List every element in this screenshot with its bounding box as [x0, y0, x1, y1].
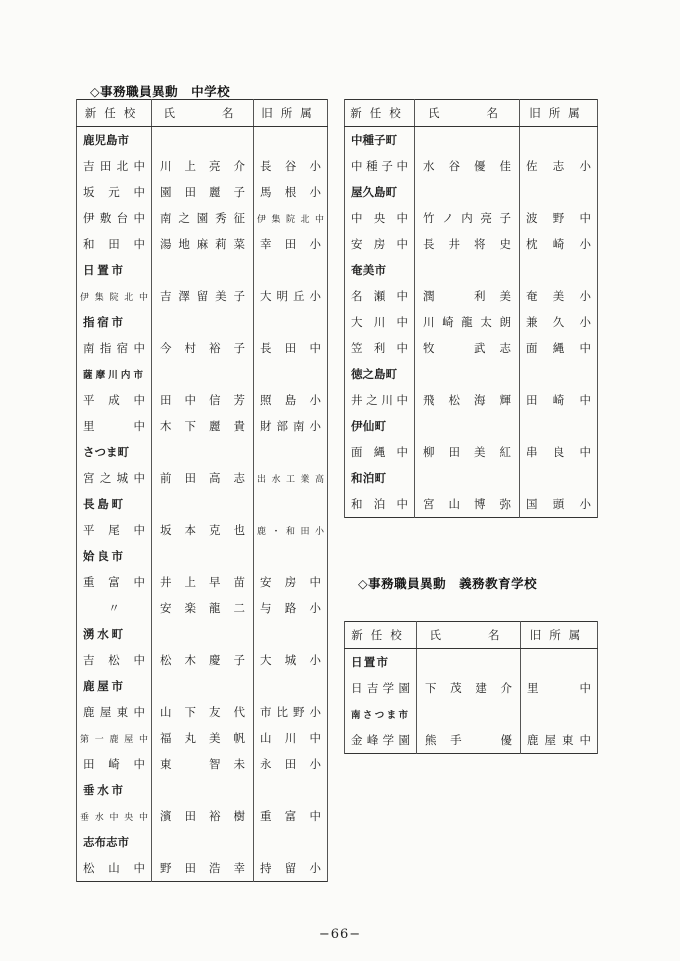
empty-cell: [254, 829, 328, 855]
section-heading-junior-high: ◇事務職員異動 中学校: [90, 84, 231, 99]
new-school-cell: 鹿屋東中: [77, 699, 152, 725]
name-cell: 吉澤留美子: [152, 283, 254, 309]
table-row: [345, 283, 598, 309]
empty-cell: [520, 361, 598, 387]
new-school-cell: 坂元中: [77, 179, 152, 205]
municipality-label: 志布志市: [77, 829, 152, 855]
empty-cell: [520, 127, 598, 154]
table-row: [77, 231, 328, 257]
empty-cell: [254, 361, 328, 387]
table-row: [345, 335, 598, 361]
name-cell: 長井将史: [415, 231, 520, 257]
new-school-cell: 平尾中: [77, 517, 152, 543]
municipality-label: 長島町: [77, 491, 152, 517]
table-row: [345, 727, 598, 754]
empty-cell: [415, 179, 520, 205]
table-row: [345, 231, 598, 257]
empty-cell: [152, 829, 254, 855]
previous-post-cell: 串良中: [520, 439, 598, 465]
name-cell: 園田麗子: [152, 179, 254, 205]
empty-cell: [152, 361, 254, 387]
previous-post-cell: 与路小: [254, 595, 328, 621]
header-previous: 旧所属: [520, 100, 598, 127]
municipality-label: 姶良市: [77, 543, 152, 569]
name-cell: 川崎龍太朗: [415, 309, 520, 335]
previous-post-cell: 枕崎小: [520, 231, 598, 257]
empty-cell: [254, 257, 328, 283]
new-school-cell: 第一鹿屋中: [77, 725, 152, 751]
empty-cell: [152, 543, 254, 569]
new-school-cell: 名瀬中: [345, 283, 415, 309]
municipality-label: 伊仙町: [345, 413, 415, 439]
empty-cell: [254, 621, 328, 647]
municipality-row: [77, 621, 328, 647]
table-header-row: [345, 100, 598, 127]
previous-post-cell: 長田中: [254, 335, 328, 361]
header-new-school: 新任校: [77, 100, 152, 127]
table-row: [77, 205, 328, 231]
transfer-table-compulsory: [344, 621, 598, 754]
name-cell: 飛松海輝: [415, 387, 520, 413]
municipality-row: [345, 701, 598, 727]
municipality-row: [77, 309, 328, 335]
name-cell: 竹ノ内亮子: [415, 205, 520, 231]
table-row: [77, 153, 328, 179]
empty-cell: [415, 465, 520, 491]
name-cell: 川上亮介: [152, 153, 254, 179]
empty-cell: [254, 309, 328, 335]
table-row: [345, 675, 598, 701]
name-cell: 湯地麻莉菜: [152, 231, 254, 257]
new-school-cell: 平成中: [77, 387, 152, 413]
previous-post-cell: 持留小: [254, 855, 328, 882]
new-school-cell: 笠利中: [345, 335, 415, 361]
empty-cell: [417, 649, 521, 676]
new-school-cell: 里中: [77, 413, 152, 439]
previous-post-cell: 永田小: [254, 751, 328, 777]
municipality-row: [77, 543, 328, 569]
previous-post-cell: 市比野小: [254, 699, 328, 725]
name-cell: 柳田美紅: [415, 439, 520, 465]
empty-cell: [415, 127, 520, 154]
municipality-row: [345, 465, 598, 491]
empty-cell: [415, 361, 520, 387]
name-cell: 東 智未: [152, 751, 254, 777]
municipality-row: [77, 361, 328, 387]
previous-post-cell: 長谷小: [254, 153, 328, 179]
previous-post-cell: 大城小: [254, 647, 328, 673]
previous-post-cell: 照島小: [254, 387, 328, 413]
section-heading-compulsory: ◇事務職員異動 義務教育学校: [358, 576, 538, 591]
empty-cell: [152, 777, 254, 803]
previous-post-cell: 鹿屋東中: [521, 727, 598, 754]
name-cell: 熊手 優: [417, 727, 521, 754]
municipality-row: [77, 673, 328, 699]
municipality-row: [77, 127, 328, 154]
previous-post-cell: 奄美小: [520, 283, 598, 309]
table-row: [345, 387, 598, 413]
table-row: [77, 803, 328, 829]
table-header-row: [77, 100, 328, 127]
new-school-cell: 重富中: [77, 569, 152, 595]
empty-cell: [521, 701, 598, 727]
table-row: [77, 387, 328, 413]
municipality-label: 徳之島町: [345, 361, 415, 387]
new-school-cell: 安房中: [345, 231, 415, 257]
table-row: [77, 725, 328, 751]
table-row: [77, 569, 328, 595]
municipality-label: 鹿屋市: [77, 673, 152, 699]
name-cell: 福丸美帆: [152, 725, 254, 751]
name-cell: 水谷優佳: [415, 153, 520, 179]
empty-cell: [520, 257, 598, 283]
previous-post-cell: 重富中: [254, 803, 328, 829]
municipality-label: 奄美市: [345, 257, 415, 283]
municipality-row: [345, 179, 598, 205]
table-row: [77, 595, 328, 621]
new-school-cell: 金峰学園: [345, 727, 417, 754]
municipality-row: [77, 439, 328, 465]
table-row: [77, 465, 328, 491]
empty-cell: [254, 777, 328, 803]
empty-cell: [520, 179, 598, 205]
new-school-cell: 和泊中: [345, 491, 415, 518]
header-name: 氏 名: [417, 622, 521, 649]
municipality-label: さつま町: [77, 439, 152, 465]
table-row: [345, 153, 598, 179]
empty-cell: [254, 673, 328, 699]
table-header-row: [345, 622, 598, 649]
empty-cell: [254, 127, 328, 154]
new-school-cell: 伊集院北中: [77, 283, 152, 309]
empty-cell: [521, 649, 598, 676]
name-cell: 坂本克也: [152, 517, 254, 543]
header-name: 氏 名: [152, 100, 254, 127]
municipality-label: 和泊町: [345, 465, 415, 491]
previous-post-cell: 安房中: [254, 569, 328, 595]
table-row: [77, 413, 328, 439]
municipality-label: 湧水町: [77, 621, 152, 647]
name-cell: 松木慶子: [152, 647, 254, 673]
header-previous: 旧所属: [254, 100, 328, 127]
municipality-row: [77, 777, 328, 803]
new-school-cell: 吉田北中: [77, 153, 152, 179]
name-cell: 前田高志: [152, 465, 254, 491]
previous-post-cell: 兼久小: [520, 309, 598, 335]
municipality-row: [345, 649, 598, 676]
municipality-label: 日置市: [345, 649, 417, 676]
name-cell: 田中信芳: [152, 387, 254, 413]
table-row: [345, 309, 598, 335]
new-school-cell: 伊敷台中: [77, 205, 152, 231]
new-school-cell: 日吉学園: [345, 675, 417, 701]
empty-cell: [415, 413, 520, 439]
table-row: [77, 335, 328, 361]
new-school-cell: 中種子中: [345, 153, 415, 179]
previous-post-cell: 田崎中: [520, 387, 598, 413]
municipality-row: [345, 127, 598, 154]
new-school-cell: 南指宿中: [77, 335, 152, 361]
empty-cell: [152, 439, 254, 465]
name-cell: 下茂建介: [417, 675, 521, 701]
table-row: [345, 205, 598, 231]
name-cell: 木下麗貴: [152, 413, 254, 439]
previous-post-cell: 鹿・和田小: [254, 517, 328, 543]
empty-cell: [152, 621, 254, 647]
name-cell: 牧 武志: [415, 335, 520, 361]
municipality-row: [77, 257, 328, 283]
previous-post-cell: 幸田小: [254, 231, 328, 257]
municipality-label: 屋久島町: [345, 179, 415, 205]
previous-post-cell: 馬根小: [254, 179, 328, 205]
municipality-row: [345, 361, 598, 387]
transfer-table-left: [76, 99, 328, 882]
new-school-cell: 井之川中: [345, 387, 415, 413]
table-row: [77, 283, 328, 309]
name-cell: 濱田裕樹: [152, 803, 254, 829]
new-school-cell: 吉松中: [77, 647, 152, 673]
new-school-cell: 大川中: [345, 309, 415, 335]
table-row: [345, 439, 598, 465]
name-cell: 山下友代: [152, 699, 254, 725]
page-number: −66−: [318, 927, 362, 942]
municipality-label: 指宿市: [77, 309, 152, 335]
empty-cell: [152, 673, 254, 699]
new-school-cell: 垂水中央中: [77, 803, 152, 829]
name-cell: 今村裕子: [152, 335, 254, 361]
previous-post-cell: 里 中: [521, 675, 598, 701]
new-school-cell: 面縄中: [345, 439, 415, 465]
empty-cell: [254, 543, 328, 569]
new-school-cell: 〃: [77, 595, 152, 621]
header-new-school: 新任校: [345, 622, 417, 649]
table-row: [77, 517, 328, 543]
previous-post-cell: 国頭小: [520, 491, 598, 518]
table-row: [345, 491, 598, 518]
empty-cell: [254, 491, 328, 517]
previous-post-cell: 佐志小: [520, 153, 598, 179]
header-new-school: 新任校: [345, 100, 415, 127]
empty-cell: [152, 491, 254, 517]
table-row: [77, 855, 328, 882]
empty-cell: [152, 257, 254, 283]
empty-cell: [520, 413, 598, 439]
empty-cell: [417, 701, 521, 727]
previous-post-cell: 山川中: [254, 725, 328, 751]
empty-cell: [254, 439, 328, 465]
municipality-row: [345, 413, 598, 439]
municipality-label: 南さつま市: [345, 701, 417, 727]
name-cell: 井上早苗: [152, 569, 254, 595]
name-cell: 安楽龍二: [152, 595, 254, 621]
municipality-row: [77, 829, 328, 855]
municipality-label: 垂水市: [77, 777, 152, 803]
table-row: [77, 179, 328, 205]
empty-cell: [415, 257, 520, 283]
new-school-cell: 中央中: [345, 205, 415, 231]
new-school-cell: 和田中: [77, 231, 152, 257]
table-row: [77, 699, 328, 725]
previous-post-cell: 伊集院北中: [254, 205, 328, 231]
previous-post-cell: 大明丘小: [254, 283, 328, 309]
new-school-cell: 田崎中: [77, 751, 152, 777]
header-name: 氏 名: [415, 100, 520, 127]
new-school-cell: 松山中: [77, 855, 152, 882]
name-cell: 南之園秀征: [152, 205, 254, 231]
previous-post-cell: 出水工業高: [254, 465, 328, 491]
header-previous: 旧所属: [521, 622, 598, 649]
empty-cell: [520, 465, 598, 491]
municipality-label: 鹿児島市: [77, 127, 152, 154]
municipality-label: 薩摩川内市: [77, 361, 152, 387]
table-row: [77, 751, 328, 777]
previous-post-cell: 波野中: [520, 205, 598, 231]
name-cell: 宮山博弥: [415, 491, 520, 518]
municipality-row: [77, 491, 328, 517]
table-row: [77, 647, 328, 673]
empty-cell: [152, 309, 254, 335]
municipality-row: [345, 257, 598, 283]
municipality-label: 中種子町: [345, 127, 415, 154]
new-school-cell: 宮之城中: [77, 465, 152, 491]
previous-post-cell: 財部南小: [254, 413, 328, 439]
municipality-label: 日置市: [77, 257, 152, 283]
transfer-table-right: [344, 99, 598, 518]
name-cell: 潤 利美: [415, 283, 520, 309]
empty-cell: [152, 127, 254, 154]
name-cell: 野田浩幸: [152, 855, 254, 882]
previous-post-cell: 面縄中: [520, 335, 598, 361]
